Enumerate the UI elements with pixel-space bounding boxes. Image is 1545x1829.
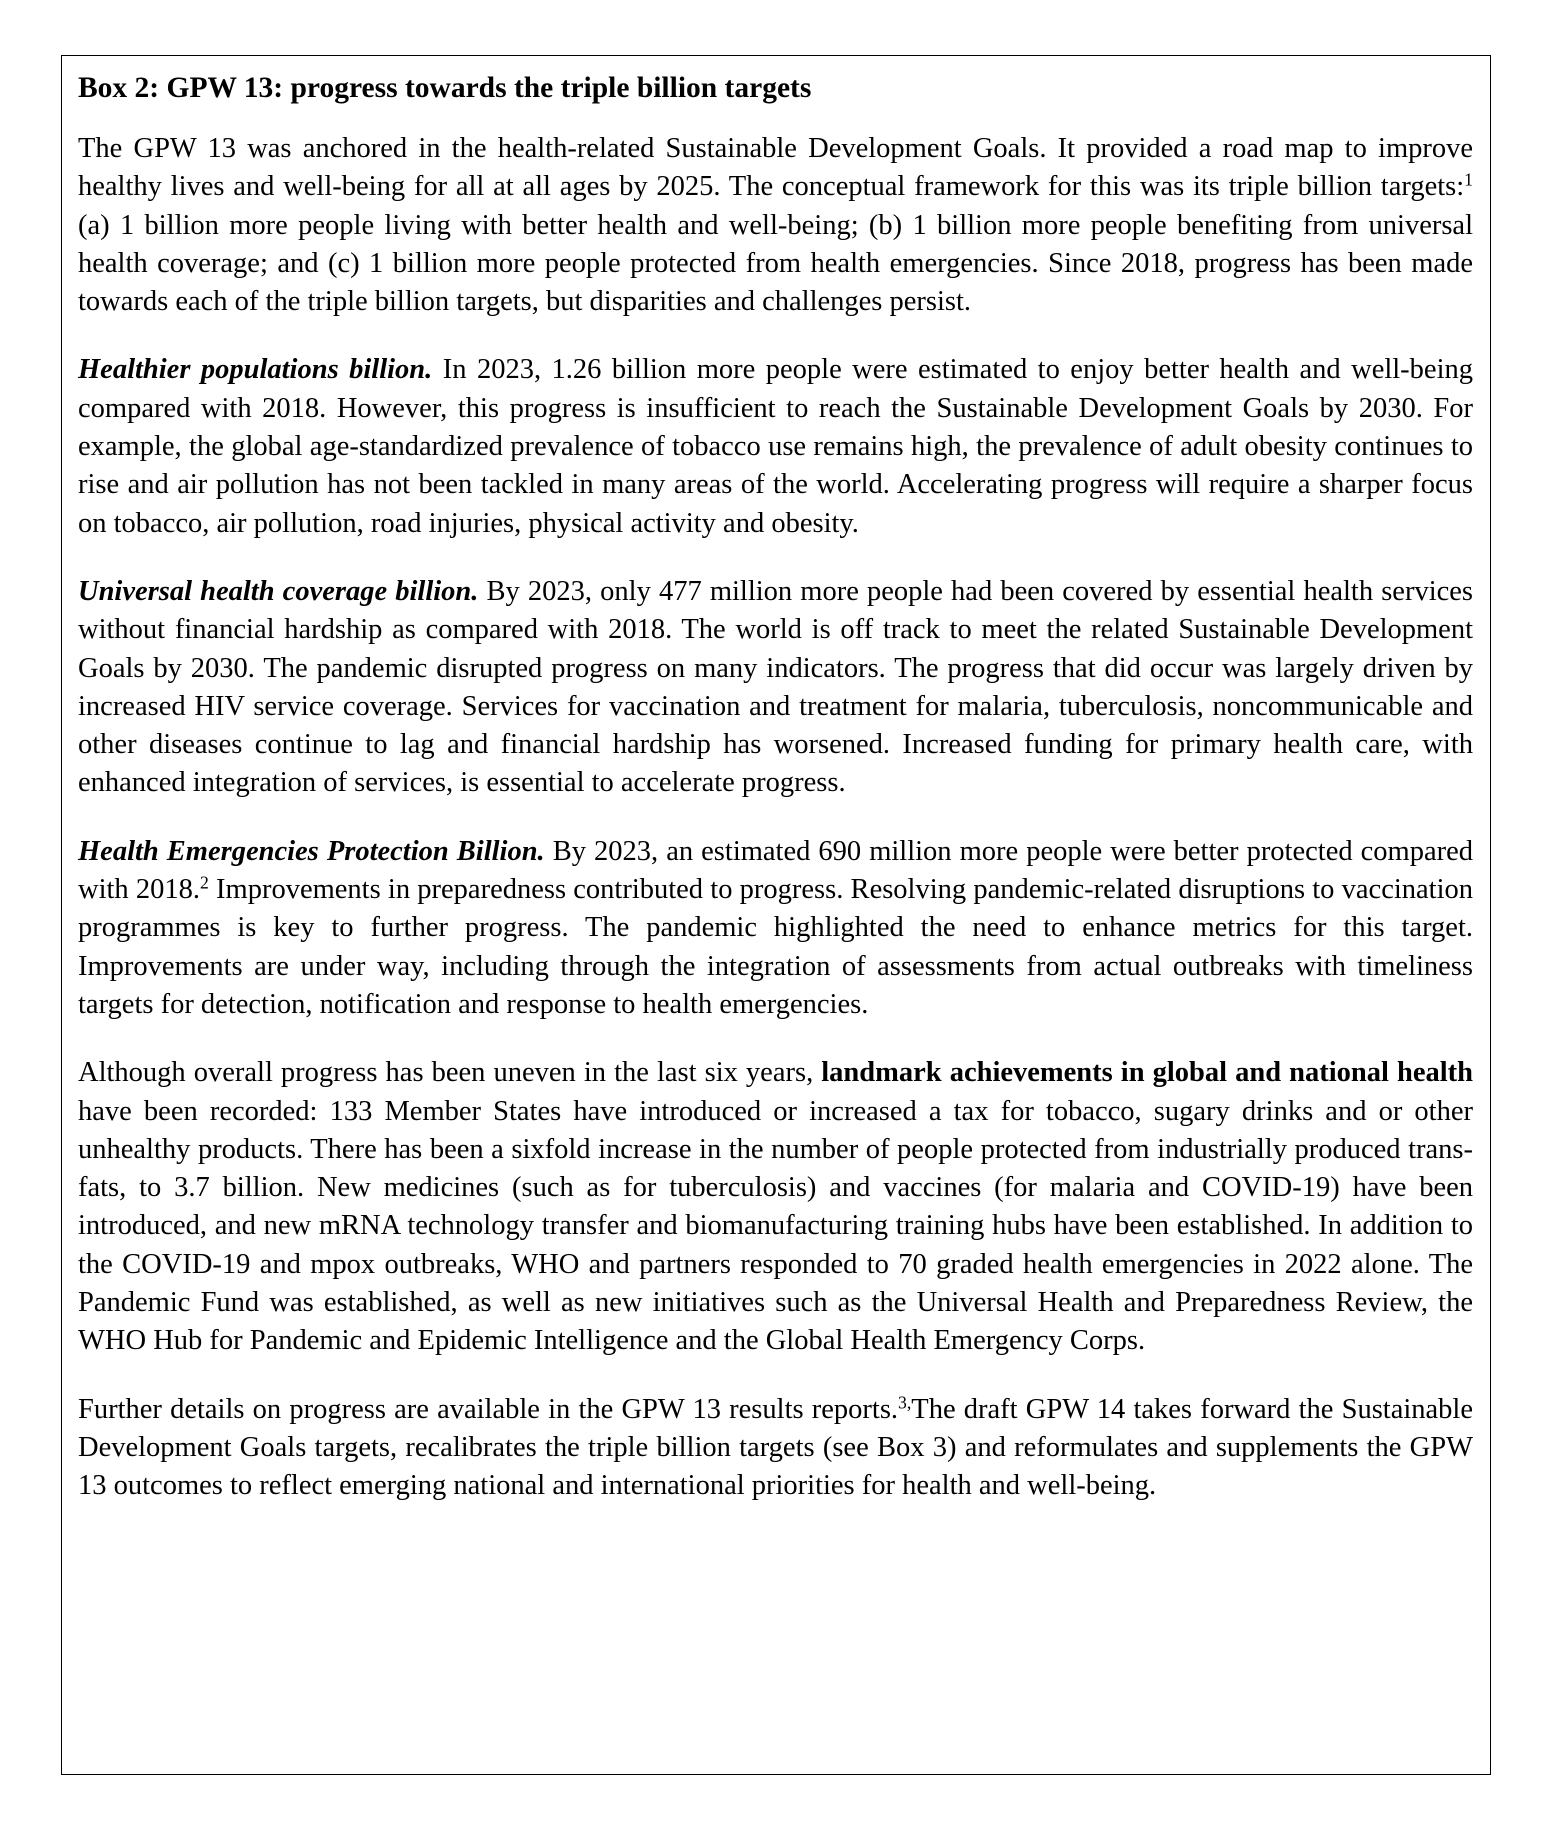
landmark-text-1: Although overall progress has been uneven in the last six years, — [78, 1057, 822, 1089]
further-text-2: The draft GPW 14 takes forward the Sustainable Development Goals targets, recalibrates the triple billion targets (see Box 3) and reformulates and supplements the GPW 13 outcomes to reflect emerging national and international priorities for health and well-being. — [78, 1393, 1474, 1502]
text-box — [61, 55, 1491, 1775]
uhc-text: By 2023, only 477 million more people had been covered by essential health services without financial hardship as compared with 2018. The world is off track to meet the related Sustainable Development Goals by 2030. The pandemic disrupted progress on many indicators. The progress that did occur was largely driven by increased HIV service coverage. Services for vaccination and treatment for malaria, tuberculosis, noncommunicable and other diseases continue to lag and financial hardship has worsened. Increased funding for primary health care, with enhanced integration of services, is essential to accelerate progress. — [78, 575, 1474, 799]
intro-text-2: (a) 1 billion more people living with better health and well-being; (b) 1 billion more people benefiting from universal health coverage; and (c) 1 billion more people protected from health emergencies. Since 2018, progress has been made towards each of the triple billion targets, but disparities and challenges persist. — [78, 209, 1473, 318]
uhc-lead: Universal health coverage billion. — [78, 575, 479, 607]
emergencies-text-2: Improvements in preparedness contributed to progress. Resolving pandemic-related disruptions to vaccination programmes is key to further progress. The pandemic highlighted the need to enhance metrics for this target. Improvements are under way, including through the integration of assessments from actual outbreaks with timeliness targets for detection, notification and response to health emergencies. — [78, 874, 1474, 1020]
further-paragraph — [78, 1391, 1473, 1506]
healthier-paragraph — [78, 351, 1473, 542]
further-text-1: Further details on progress are available in the GPW 13 results reports. — [78, 1393, 899, 1425]
footnote-1: 1 — [1464, 169, 1473, 190]
landmark-paragraph — [78, 1054, 1473, 1360]
emergencies-paragraph — [78, 833, 1473, 1024]
box-title: Box 2: GPW 13: progress towards the triple billion targets — [78, 72, 812, 104]
healthier-text: In 2023, 1.26 billion more people were estimated to enjoy better health and well-being compared with 2018. However, this progress is insufficient to reach the Sustainable Development Goals by 2030. For example, the global age-standardized prevalence of tobacco use remains high, the prevalence of adult obesity continues to rise and air pollution has not been tackled in many areas of the world. Accelerating progress will require a sharper focus on tobacco, air pollution, road injuries, physical activity and obesity. — [78, 354, 1473, 539]
uhc-paragraph — [78, 573, 1473, 803]
landmark-bold: landmark achievements in global and national health — [821, 1057, 1474, 1089]
landmark-text-2: have been recorded: 133 Member States have introduced or increased a tax for tobacco, sugary drinks and or other unhealthy products. There has been a sixfold increase in the number of people protected from industrially produced trans-fats, to 3.7 billion. New medicines (such as for tuberculosis) and vaccines (for malaria and COVID-19) have been introduced, and new mRNA technology transfer and biomanufacturing training hubs have been established. In addition to the COVID-19 and mpox outbreaks, WHO and partners responded to 70 graded health emergencies in 2022 alone. The Pandemic Fund was established, as well as new initiatives such as the Universal Health and Preparedness Review, the WHO Hub for Pandemic and Epidemic Intelligence and the Global Health Emergency Corps. — [78, 1095, 1473, 1357]
intro-paragraph — [78, 130, 1473, 321]
intro-text-1: The GPW 13 was anchored in the health-related Sustainable Development Goals. It provided a road map to improve healthy lives and well-being for all at all ages by 2025. The conceptual framework for this was its triple billion targets: — [78, 133, 1473, 203]
healthier-lead: Healthier populations billion. — [78, 354, 433, 386]
footnote-3: 3, — [898, 1391, 912, 1412]
emergencies-lead: Health Emergencies Protection Billion. — [78, 835, 545, 867]
footnote-2: 2 — [200, 872, 209, 893]
emergencies-text-1: By 2023, an estimated 690 million more people were better protected compared with 2018. — [78, 835, 1473, 906]
